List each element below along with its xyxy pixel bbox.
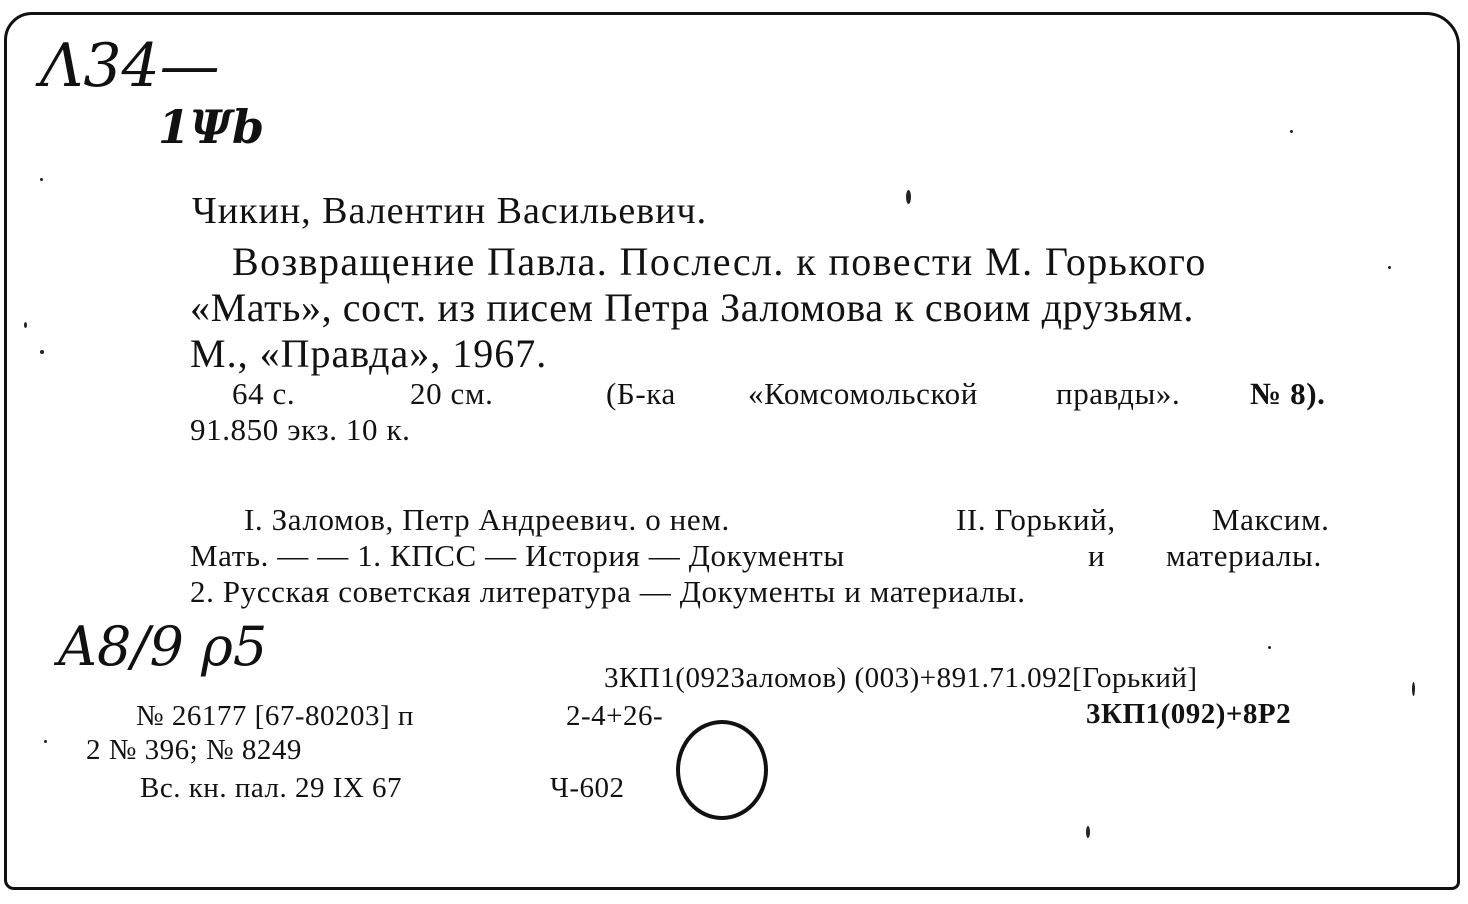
scan-speck [1388, 266, 1391, 269]
title-line-2: «Мать», сост. из писем Петра Заломова к своим друзьям. [190, 285, 1194, 330]
series-name: «Комсомольской [748, 376, 978, 411]
registration-code: 2-4+26- [566, 700, 664, 732]
scan-speck [906, 190, 911, 204]
size-cm: 20 см. [410, 376, 494, 411]
scan-speck [40, 178, 43, 181]
scan-speck [1290, 130, 1293, 133]
registration-number: № 26177 [67-80203] п [136, 700, 414, 732]
subject-line-2-materials: материалы. [1166, 538, 1322, 573]
subject-2b: Максим. [1212, 502, 1330, 537]
scan-speck [24, 322, 27, 328]
scan-speck [44, 740, 47, 743]
subject-2: II. Горький, [956, 502, 1116, 537]
subject-line-2: Мать. — — 1. КПСС — История — Документы [190, 538, 845, 573]
title-line-1: Возвращение Павла. Послесл. к повести М. Горького [232, 239, 1207, 284]
classification-index: 3КП1(092Заломов) (003)+891.71.092[Горький] [604, 662, 1198, 694]
stamp-circle [676, 720, 768, 820]
scan-speck [1412, 682, 1415, 696]
subject-line-2-and: и [1088, 538, 1106, 573]
handwritten-shelf-mark-sub: 1Ψb [158, 100, 265, 154]
print-run-price: 91.850 экз. 10 к. [190, 412, 411, 447]
series-name-2: правды». [1056, 376, 1181, 411]
title-line-3: М., «Правда», 1967. [190, 331, 548, 376]
classification-index-2: 3КП1(092)+8Р2 [1086, 698, 1292, 730]
pages-count: 64 с. [232, 376, 296, 411]
record-numbers: 2 № 396; № 8249 [86, 734, 302, 766]
scan-speck [1086, 826, 1090, 838]
handwritten-inventory-mark: A8/9 ρ5 [58, 615, 268, 678]
series-number: № 8). [1250, 376, 1326, 411]
order-code: Ч-602 [550, 772, 625, 804]
subject-line-3: 2. Русская советская литература — Документы и материалы. [190, 574, 1026, 609]
author-heading: Чикин, Валентин Васильевич. [192, 190, 708, 232]
series-open: (Б-ка [606, 376, 676, 411]
scan-speck [1268, 646, 1271, 649]
handwritten-shelf-mark: Λ34— [40, 31, 220, 101]
scan-speck [40, 350, 44, 354]
subject-1: I. Заломов, Петр Андреевич. о нем. [244, 502, 730, 537]
book-chamber-date: Вс. кн. пал. 29 IX 67 [140, 772, 403, 804]
